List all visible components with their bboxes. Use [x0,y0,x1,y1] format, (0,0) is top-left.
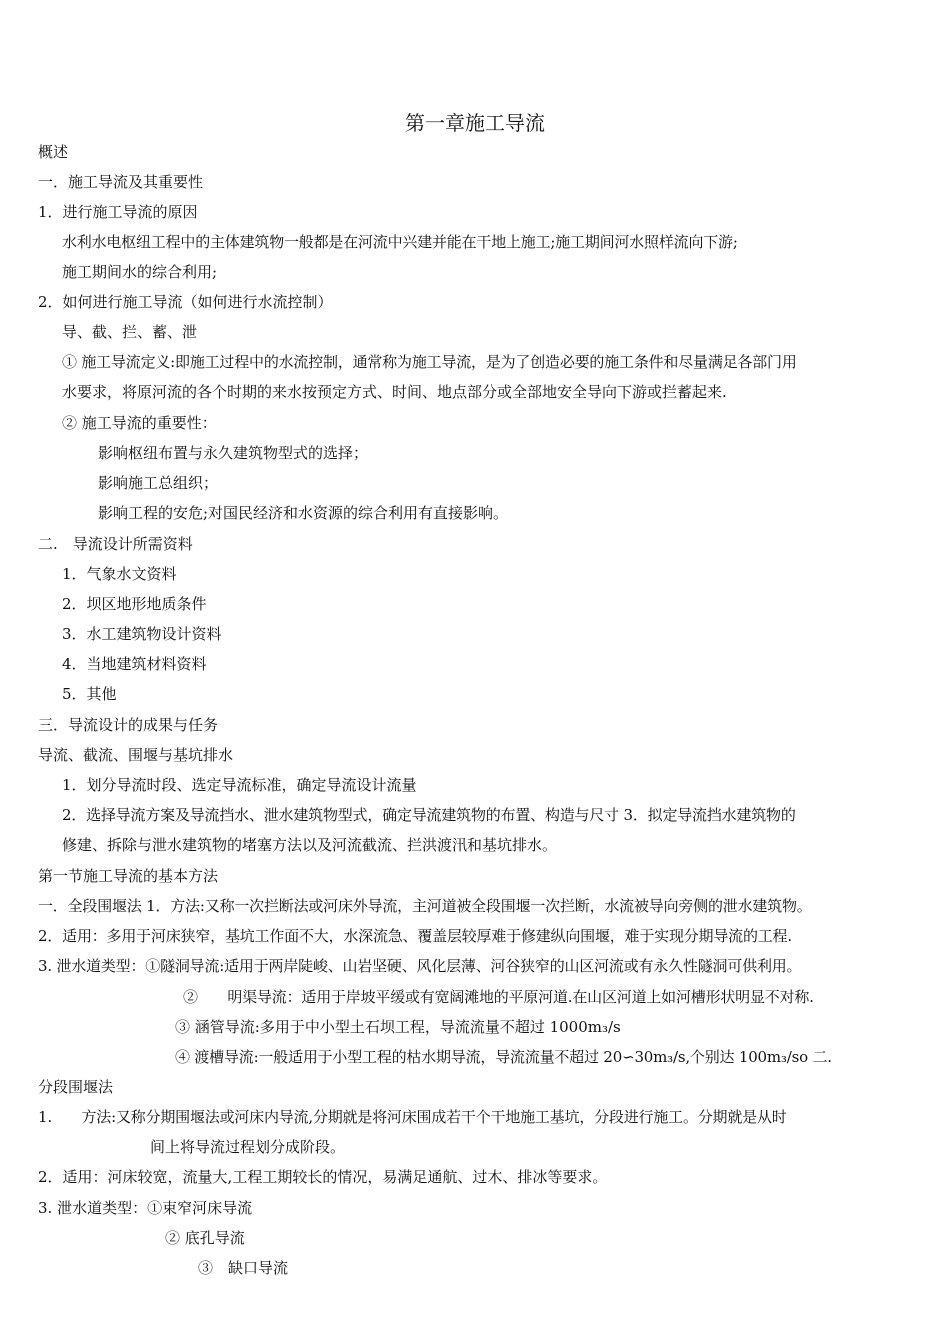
text-line: 1. 方法:又称分期围堰法或河床内导流,分期就是将河床围成若干个干地施工基坑，分段进行施工。分期就是从时 [38,1108,787,1126]
text-line: 二. 导流设计所需资料 [38,535,193,553]
text-line: 三．导流设计的成果与任务 [38,716,219,734]
text-line: ② 明渠导流：适用于岸坡平缓或有宽阔滩地的平原河道.在山区河道上如河槽形状明显不对称. [183,988,814,1006]
text-line: 2．选择导流方案及导流挡水、泄水建筑物型式，确定导流建筑物的布置、构造与尺寸 3．拟定导流挡水建筑物的 [62,806,796,824]
text-line: ③ 涵管导流:多用于中小型土石坝工程，导流流量不超过 1000m₃/s [175,1018,621,1036]
text-line: 5．其他 [62,685,117,703]
text-line: 1．气象水文资料 [62,565,177,583]
text-line: 2．适用：河床较宽，流量大,工程工期较长的情况，易满足通航、过木、排冰等要求。 [38,1168,608,1186]
text-line: 水要求，将原河流的各个时期的来水按预定方式、时间、地点部分或全部地安全导向下游或拦蓄起来. [62,383,727,401]
text-line: ① 施工导流定义:即施工过程中的水流控制，通常称为施工导流，是为了创造必要的施工条件和尽量满足各部门用 [62,353,797,371]
text-line: ③ 缺口导流 [198,1259,289,1277]
text-line: 导流、截流、围堰与基坑排水 [38,746,234,764]
text-line: ② 施工导流的重要性： [62,414,217,432]
text-line: 水利水电枢纽工程中的主体建筑物一般都是在河流中兴建并能在干地上施工;施工期间河水照样流向下游; [62,233,738,251]
text-line: 1．划分导流时段、选定导流标准，确定导流设计流量 [62,776,417,794]
text-line: ② 底孔导流 [165,1229,245,1247]
text-line: 一．施工导流及其重要性 [38,173,204,191]
text-line: 概述 [38,143,69,161]
text-line: 4．当地建筑材料资料 [62,655,207,673]
text-line: 3. 泄水道类型：①束窄河床导流 [38,1199,253,1217]
text-line: 修建、拆除与泄水建筑物的堵塞方法以及河流截流、拦洪渡汛和基坑排水。 [62,836,558,854]
text-line: 施工期间水的综合利用; [62,263,218,281]
chapter-title: 第一章施工导流 [405,111,545,135]
text-line: ④ 渡槽导流:一般适用于小型工程的枯水期导流，导流流量不超过 20∽30m₃/s,个别达 100m₃/so 二. [175,1048,832,1066]
text-line: 间上将导流过程划分成阶段。 [150,1138,346,1156]
text-line: 2．如何进行施工导流（如何进行水流控制） [38,293,333,311]
text-line: 1．进行施工导流的原因 [38,203,198,221]
text-line: 影响工程的安危;对国民经济和水资源的综合利用有直接影响。 [98,504,509,522]
text-line: 3. 泄水道类型：①隧洞导流:适用于两岸陡峻、山岩坚硬、风化层薄、河谷狭窄的山区河流或有永久性隧洞可供利用。 [38,957,802,975]
text-line: 2．适用：多用于河床狭窄，基坑工作面不大，水深流急、覆盖层较厚难于修建纵向围堰，难于实现分期导流的工程. [38,927,792,945]
text-line: 2．坝区地形地质条件 [62,595,207,613]
text-line: 分段围堰法 [38,1078,114,1096]
text-line: 导、截、拦、蓄、泄 [62,323,198,341]
text-line: 影响施工总组织； [98,474,219,492]
text-line: 第一节施工导流的基本方法 [38,867,219,885]
text-line: 3．水工建筑物设计资料 [62,625,222,643]
text-line: 影响枢纽布置与永久建筑物型式的选择； [98,444,369,462]
text-line: 一．全段围堰法 1．方法:又称一次拦断法或河床外导流，主河道被全段围堰一次拦断，水流被导向旁侧的泄水建筑物。 [38,897,812,915]
